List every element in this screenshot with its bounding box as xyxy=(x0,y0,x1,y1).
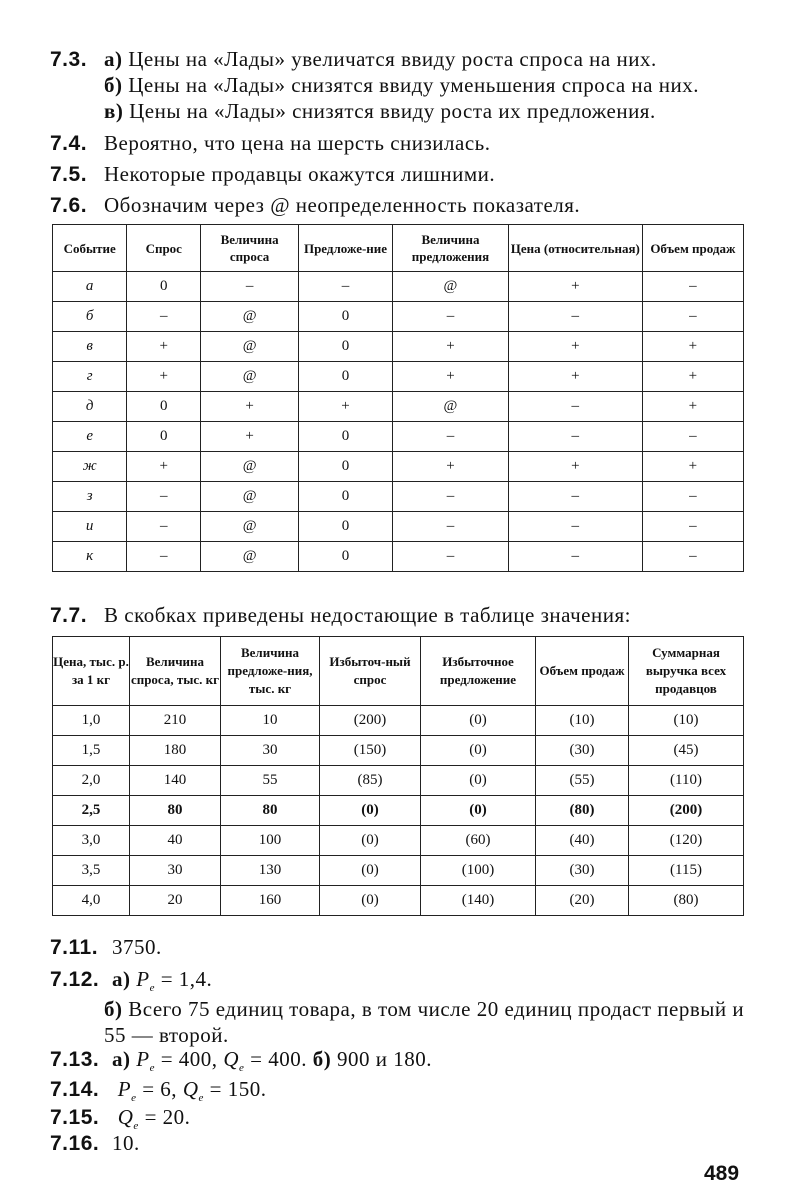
table-cell: (40) xyxy=(536,826,629,856)
table-cell: 0 xyxy=(127,392,201,422)
table-cell: 0 xyxy=(299,512,393,542)
table-cell: – xyxy=(642,272,743,302)
entry-7-5 xyxy=(50,161,766,188)
table-cell: (10) xyxy=(629,706,744,736)
entry-text: = 6, xyxy=(142,1077,178,1101)
table-cell: (20) xyxy=(536,886,629,916)
table-cell: (55) xyxy=(536,766,629,796)
table-cell: + xyxy=(642,452,743,482)
table-cell: – xyxy=(393,422,509,452)
table-cell: (45) xyxy=(629,736,744,766)
table-cell: 3,0 xyxy=(53,826,130,856)
table-cell: (60) xyxy=(421,826,536,856)
column-header: Спрос xyxy=(127,225,201,272)
table-cell: (30) xyxy=(536,736,629,766)
entry-number: 7.11. xyxy=(50,936,99,959)
entry-text: 3750. xyxy=(112,935,162,959)
entry-text: 900 и 180. xyxy=(336,1047,432,1071)
table-cell: – xyxy=(508,302,642,332)
table-cell: (0) xyxy=(421,766,536,796)
entry-number: 7.6. xyxy=(50,194,88,217)
entry-number: 7.3. xyxy=(50,48,88,71)
table-cell: + xyxy=(393,362,509,392)
table-header-row xyxy=(53,225,744,272)
table-cell: (100) xyxy=(421,856,536,886)
table-cell: @ xyxy=(201,482,299,512)
table-cell: (80) xyxy=(536,796,629,826)
entry-7-3 xyxy=(50,46,766,73)
table-cell: + xyxy=(299,392,393,422)
entry-7-12-b xyxy=(104,996,766,1048)
table-cell: 30 xyxy=(130,856,221,886)
table-cell: 160 xyxy=(221,886,320,916)
table-cell: + xyxy=(642,362,743,392)
entry-text: Вероятно, что цена на шерсть снизилась. xyxy=(104,131,491,155)
table-cell: 0 xyxy=(299,332,393,362)
entry-7-15: 7.15. $Q_e = 20$. xyxy=(50,1105,191,1133)
table-cell: 130 xyxy=(221,856,320,886)
table-cell: + xyxy=(127,332,201,362)
table-cell: (0) xyxy=(421,796,536,826)
table-cell: + xyxy=(508,272,642,302)
entry-7-3-c xyxy=(104,98,766,124)
table-cell: 30 xyxy=(221,736,320,766)
table-cell: 140 xyxy=(130,766,221,796)
entry-7-4 xyxy=(50,130,766,157)
entry-number: 7.16. xyxy=(50,1132,100,1155)
table-cell: 3,5 xyxy=(53,856,130,886)
entry-number: 7.5. xyxy=(50,163,88,186)
table-cell: 80 xyxy=(130,796,221,826)
entry-text: = 150. xyxy=(209,1077,267,1101)
variable-subscript: e xyxy=(149,982,155,995)
entry-marker: а) xyxy=(112,967,131,991)
table-cell: 2,0 xyxy=(53,766,130,796)
table-row xyxy=(53,856,744,886)
table-row xyxy=(53,302,744,332)
table-cell: д xyxy=(53,392,127,422)
table-row xyxy=(53,796,744,826)
table-row xyxy=(53,332,744,362)
table-cell: + xyxy=(393,332,509,362)
table-cell: + xyxy=(508,452,642,482)
table-cell: – xyxy=(299,272,393,302)
table-cell: – xyxy=(642,542,743,572)
table-cell: (0) xyxy=(320,856,421,886)
column-header: Величина предложения xyxy=(393,225,509,272)
table-header-row xyxy=(53,637,744,706)
table-cell: + xyxy=(393,452,509,482)
table-cell: – xyxy=(393,302,509,332)
entry-text: Обозначим через @ неопределенность показателя. xyxy=(104,193,581,217)
table-cell: – xyxy=(127,542,201,572)
table-row xyxy=(53,272,744,302)
table-cell: а xyxy=(53,272,127,302)
table-cell: 55 xyxy=(221,766,320,796)
table-cell: – xyxy=(508,512,642,542)
table-cell: @ xyxy=(201,452,299,482)
column-header: Объем продаж xyxy=(642,225,743,272)
entry-text: = 1,4. xyxy=(160,967,213,991)
table-cell: 10 xyxy=(221,706,320,736)
entry-marker: б) xyxy=(104,997,123,1021)
entry-7-13: 7.13. а) $P_e = 400$, $Q_e = 400$. б) 900 и 180. xyxy=(50,1047,432,1075)
table-row xyxy=(53,512,744,542)
table-cell: (140) xyxy=(421,886,536,916)
table-cell: @ xyxy=(201,362,299,392)
table-cell: – xyxy=(508,422,642,452)
column-header: Объем продаж xyxy=(536,637,629,706)
table-cell: + xyxy=(127,362,201,392)
table-row xyxy=(53,482,744,512)
table-cell: (115) xyxy=(629,856,744,886)
column-header: Величина спроса, тыс. кг xyxy=(130,637,221,706)
table-cell: + xyxy=(127,452,201,482)
table-cell: 0 xyxy=(299,302,393,332)
column-header: Избыточное предложение xyxy=(421,637,536,706)
entry-text: Некоторые продавцы окажутся лишними. xyxy=(104,162,496,186)
table-row xyxy=(53,736,744,766)
table-row xyxy=(53,362,744,392)
table-cell: – xyxy=(642,482,743,512)
table-cell: – xyxy=(201,272,299,302)
table-cell: (0) xyxy=(320,886,421,916)
table-cell: (0) xyxy=(421,736,536,766)
table-row xyxy=(53,766,744,796)
table-cell: + xyxy=(642,392,743,422)
entry-number: 7.4. xyxy=(50,132,88,155)
entry-number: 7.13. xyxy=(50,1048,100,1071)
entry-text: 10. xyxy=(112,1131,140,1155)
entry-7-11 xyxy=(50,934,766,961)
entry-text: Цены на «Лады» снизятся ввиду роста их предложения. xyxy=(129,99,656,123)
column-header: Величина спроса xyxy=(201,225,299,272)
table-cell: 100 xyxy=(221,826,320,856)
entry-7-7 xyxy=(50,602,766,629)
entry-text: = 400, xyxy=(160,1047,218,1071)
entry-marker: б) xyxy=(312,1047,332,1071)
table-cell: @ xyxy=(201,512,299,542)
table-cell: + xyxy=(642,332,743,362)
table-cell: (120) xyxy=(629,826,744,856)
column-header: Предложе-ние xyxy=(299,225,393,272)
variable-p: P xyxy=(136,967,150,991)
column-header: Событие xyxy=(53,225,127,272)
table-cell: 40 xyxy=(130,826,221,856)
table-cell: (0) xyxy=(421,706,536,736)
table-cell: – xyxy=(393,482,509,512)
table-cell: (0) xyxy=(320,796,421,826)
table-cell: – xyxy=(127,302,201,332)
table-cell: – xyxy=(127,512,201,542)
table-cell: (30) xyxy=(536,856,629,886)
table-cell: е xyxy=(53,422,127,452)
entry-marker: б) xyxy=(104,73,123,97)
entry-7-6 xyxy=(50,192,766,219)
table-cell: 180 xyxy=(130,736,221,766)
table-cell: к xyxy=(53,542,127,572)
entry-text: = 20. xyxy=(144,1105,191,1129)
table-cell: (85) xyxy=(320,766,421,796)
table-cell: 0 xyxy=(127,422,201,452)
table-cell: 0 xyxy=(299,362,393,392)
market-table xyxy=(52,636,744,916)
table-cell: + xyxy=(508,362,642,392)
page-number: 489 xyxy=(704,1162,740,1185)
table-cell: г xyxy=(53,362,127,392)
table-cell: – xyxy=(508,542,642,572)
entry-number: 7.14. xyxy=(50,1078,100,1101)
table-cell: @ xyxy=(393,392,509,422)
column-header: Величина предложе-ния, тыс. кг xyxy=(221,637,320,706)
table-cell: – xyxy=(508,482,642,512)
table-row xyxy=(53,452,744,482)
table-cell: @ xyxy=(393,272,509,302)
table-cell: б xyxy=(53,302,127,332)
table-cell: – xyxy=(508,392,642,422)
table-cell: 80 xyxy=(221,796,320,826)
table-row xyxy=(53,886,744,916)
table-cell: в xyxy=(53,332,127,362)
table-cell: 2,5 xyxy=(53,796,130,826)
table-cell: (200) xyxy=(320,706,421,736)
table-cell: 210 xyxy=(130,706,221,736)
column-header: Цена, тыс. р. за 1 кг xyxy=(53,637,130,706)
table-cell: (10) xyxy=(536,706,629,736)
table-row xyxy=(53,392,744,422)
table-cell: 1,0 xyxy=(53,706,130,736)
table-cell: @ xyxy=(201,542,299,572)
column-header: Избыточ-ный спрос xyxy=(320,637,421,706)
table-cell: – xyxy=(393,512,509,542)
table-cell: (110) xyxy=(629,766,744,796)
table-cell: – xyxy=(642,302,743,332)
entry-text: В скобках приведены недостающие в таблице значения: xyxy=(104,603,631,627)
table-cell: (150) xyxy=(320,736,421,766)
table-cell: 0 xyxy=(299,542,393,572)
table-cell: – xyxy=(393,542,509,572)
table-cell: и xyxy=(53,512,127,542)
table-cell: – xyxy=(642,512,743,542)
table-row xyxy=(53,422,744,452)
entry-7-3-b xyxy=(104,72,766,98)
entry-marker: а) xyxy=(112,1047,131,1071)
entry-7-16 xyxy=(50,1130,766,1157)
entry-number: 7.15. xyxy=(50,1106,100,1129)
entry-text: Цены на «Лады» увеличатся ввиду роста спроса на них. xyxy=(128,47,657,71)
table-cell: + xyxy=(201,392,299,422)
entry-text: Всего 75 единиц товара, в том числе 20 единиц продаст первый и 55 — второй. xyxy=(104,997,745,1047)
table-cell: (200) xyxy=(629,796,744,826)
table-cell: 0 xyxy=(299,482,393,512)
table-cell: + xyxy=(508,332,642,362)
table-cell: 0 xyxy=(299,452,393,482)
table-row xyxy=(53,706,744,736)
table-cell: – xyxy=(642,422,743,452)
table-cell: 0 xyxy=(299,422,393,452)
table-cell: 4,0 xyxy=(53,886,130,916)
entry-7-14: 7.14. $P_e = 6$, $Q_e = 150$. xyxy=(50,1077,267,1105)
table-row xyxy=(53,826,744,856)
entry-number: 7.12. xyxy=(50,968,100,991)
entry-number: 7.7. xyxy=(50,604,88,627)
column-header: Цена (относительная) xyxy=(508,225,642,272)
table-cell: + xyxy=(201,422,299,452)
entry-marker: а) xyxy=(104,47,123,71)
table-cell: 0 xyxy=(127,272,201,302)
table-cell: 20 xyxy=(130,886,221,916)
entry-text: Цены на «Лады» снизятся ввиду уменьшения спроса на них. xyxy=(128,73,699,97)
table-row xyxy=(53,542,744,572)
table-cell: з xyxy=(53,482,127,512)
entry-marker: в) xyxy=(104,99,124,123)
events-table xyxy=(52,224,744,572)
table-cell: (0) xyxy=(320,826,421,856)
table-cell: ж xyxy=(53,452,127,482)
column-header: Суммарная выручка всех продавцов xyxy=(629,637,744,706)
table-cell: – xyxy=(127,482,201,512)
table-cell: @ xyxy=(201,332,299,362)
table-cell: 1,5 xyxy=(53,736,130,766)
table-cell: (80) xyxy=(629,886,744,916)
table-cell: @ xyxy=(201,302,299,332)
entry-text: = 400. xyxy=(250,1047,307,1071)
